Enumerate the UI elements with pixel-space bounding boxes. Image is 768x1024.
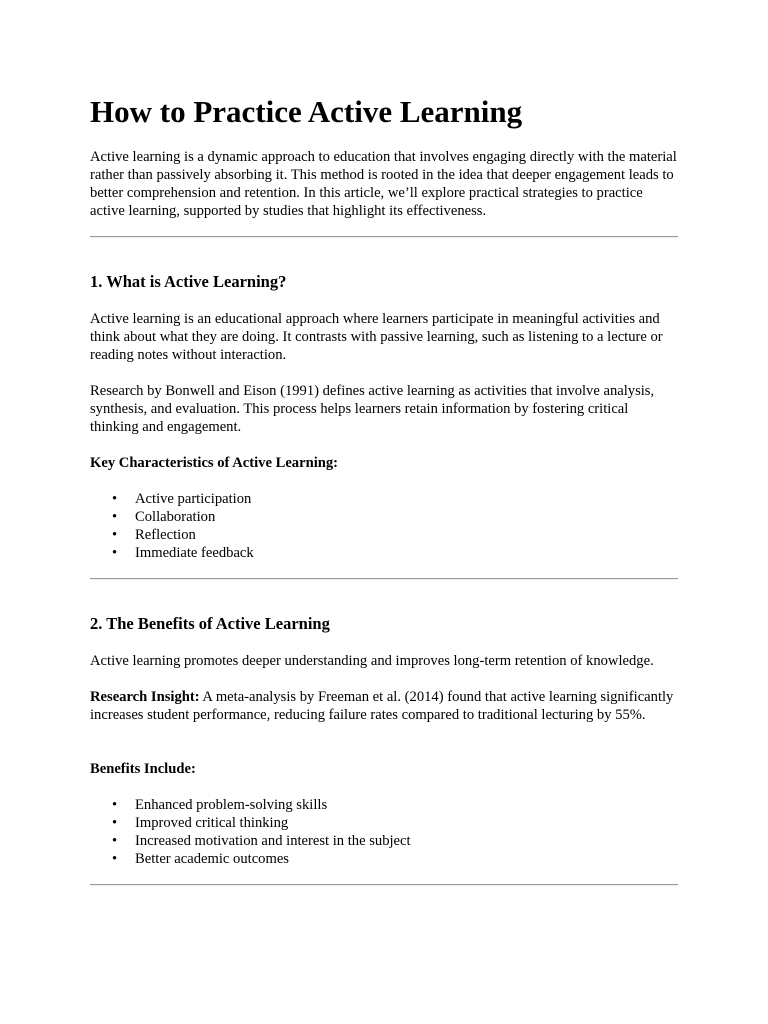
- list-item: • Better academic outcomes: [112, 851, 289, 867]
- list-item: • Immediate feedback: [112, 545, 254, 561]
- characteristics-list: [90, 490, 254, 562]
- section-divider: [90, 884, 678, 886]
- research-insight-text: A meta-analysis by Freeman et al. (2014) found that active learning significantly increases student performance, reducing failure rates compared to traditional lecturing by 55%.: [90, 689, 674, 723]
- list-item: • Collaboration: [112, 509, 216, 525]
- section-heading-what-is: 1. What is Active Learning?: [90, 272, 287, 291]
- section-divider: [90, 578, 678, 580]
- section-divider: [90, 236, 678, 238]
- page-title: How to Practice Active Learning: [90, 94, 523, 129]
- bullet-icon: •: [112, 833, 118, 849]
- list-item: • Enhanced problem-solving skills: [112, 797, 328, 813]
- research-insight-label: Research Insight:: [90, 689, 200, 705]
- benefits-paragraph: Active learning promotes deeper understanding and improves long-term retention of knowledge.: [90, 653, 654, 669]
- characteristics-heading: Key Characteristics of Active Learning:: [90, 455, 339, 471]
- what-is-paragraph: Active learning is an educational approach where learners participate in meaningful activities and think about what they are doing. It contrasts with passive learning, such as listening to a lecture or reading notes without interaction.: [90, 311, 663, 363]
- list-item: • Improved critical thinking: [112, 815, 289, 831]
- bullet-icon: •: [112, 527, 118, 543]
- list-item: • Active participation: [112, 491, 252, 507]
- section-heading-benefits: 2. The Benefits of Active Learning: [90, 614, 330, 633]
- research-paragraph: Research by Bonwell and Eison (1991) defines active learning as activities that involve analysis, synthesis, and evaluation. This process helps learners retain information by fostering critical thinking and engagement.: [90, 383, 655, 435]
- bullet-icon: •: [112, 797, 118, 813]
- bullet-icon: •: [112, 491, 118, 507]
- list-item: • Reflection: [112, 527, 196, 543]
- list-item: • Increased motivation and interest in the subject: [112, 833, 411, 849]
- benefits-list: [90, 796, 411, 868]
- intro-paragraph: Active learning is a dynamic approach to education that involves engaging directly with the material rather than passively absorbing it. This method is rooted in the idea that deeper engagement leads to better comprehension and retention. In this article, we’ll explore practical strategies to practice active learning, supported by studies that highlight its effectiveness.: [90, 149, 677, 219]
- bullet-icon: •: [112, 851, 118, 867]
- bullet-icon: •: [112, 815, 118, 831]
- benefits-list-heading: Benefits Include:: [90, 761, 196, 777]
- research-insight-paragraph: [90, 688, 680, 724]
- bullet-icon: •: [112, 509, 118, 525]
- bullet-icon: •: [112, 545, 118, 561]
